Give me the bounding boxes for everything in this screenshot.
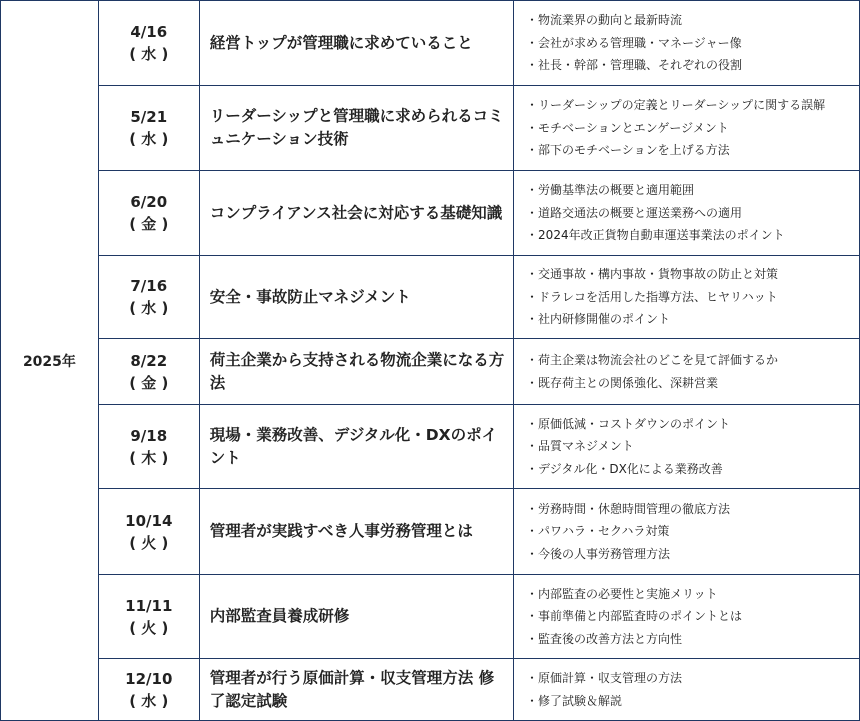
session-row [1,405,860,489]
session-date: 5/21 [130,108,168,126]
topic-item: ・内部監査の必要性と実施メリット [526,586,718,601]
session-row [1,339,860,405]
session-title: リーダーシップと管理職に求められるコミュニケーション技術 [199,86,513,171]
date-cell [98,339,199,405]
topics-cell [514,575,860,659]
topic-item: ・既存荷主との関係強化、深耕営業 [526,375,719,390]
topic-item: ・原価低減・コストダウンのポイント [526,416,731,431]
topic-item: ・今後の人事労務管理方法 [526,546,671,561]
date-cell [98,171,199,256]
session-date: 8/22 [130,351,168,370]
date-cell [98,256,199,339]
topic-item: ・ドラレコを活用した指導方法、ヒヤリハット [526,289,778,304]
session-day: ( 金 ) [129,215,169,233]
topic-item: ・監査後の改善方法と方向性 [526,631,683,646]
topics-cell [514,659,860,721]
session-date: 4/16 [130,23,168,41]
date-cell [98,1,199,86]
topic-item: ・デジタル化・DX化による業務改善 [526,461,723,476]
topic-item: ・労働基準法の概要と適用範囲 [526,183,695,198]
topics-cell [514,405,860,489]
session-row [1,1,860,86]
session-date: 12/10 [125,669,173,688]
session-title: 安全・事故防止マネジメント [199,256,513,339]
topic-item: ・荷主企業は物流会社のどこを見て評価するか [526,353,779,367]
session-date: 10/14 [125,511,173,530]
session-day: ( 木 ) [129,448,169,467]
session-day: ( 水 ) [129,130,169,148]
topic-item: ・物流業界の動向と最新時流 [526,13,683,28]
session-day: ( 水 ) [129,299,169,317]
topic-item: ・社内研修開催のポイント [526,312,671,327]
topic-item: ・リーダーシップの定義とリーダーシップに関する誤解 [526,98,826,113]
session-row [1,575,860,659]
topic-item: ・事前準備と内部監査時のポイントとは [526,609,743,624]
topics-cell [514,489,860,575]
session-title: 荷主企業から支持される物流企業になる方法 [199,339,513,405]
session-date: 6/20 [130,193,168,211]
topic-item: ・モチベーションとエンゲージメント [526,120,729,135]
session-row [1,171,860,256]
session-day: ( 水 ) [129,45,169,63]
session-title: 経営トップが管理職に求めていること [199,1,513,86]
topics-cell [514,86,860,171]
session-title: コンプライアンス社会に対応する基礎知識 [199,171,513,256]
topic-item: ・部下のモチベーションを上げる方法 [526,143,730,158]
topics-cell [514,256,860,339]
year-cell: 2025年 [1,1,99,721]
session-title: 内部監査員養成研修 [199,575,513,659]
topic-item: ・品質マネジメント [526,439,634,454]
session-date: 11/11 [125,596,173,615]
topic-item: ・原価計算・収支管理の方法 [526,671,683,685]
date-cell [98,489,199,575]
date-cell [98,86,199,171]
topic-item: ・労務時間・休憩時間管理の徹底方法 [526,501,731,516]
topics-cell [514,171,860,256]
session-title: 現場・業務改善、デジタル化・DXのポイント [199,405,513,489]
topics-cell [514,339,860,405]
session-row [1,489,860,575]
session-row [1,86,860,171]
session-date: 9/18 [130,426,168,445]
topics-cell [514,1,860,86]
session-day: ( 金 ) [129,373,169,392]
session-day: ( 火 ) [129,618,169,637]
session-day: ( 火 ) [129,533,169,552]
topic-item: ・道路交通法の概要と運送業務への適用 [526,205,743,220]
session-title: 管理者が行う原価計算・収支管理方法 修了認定試験 [199,659,513,721]
topic-item: ・パワハラ・セクハラ対策 [526,524,670,539]
session-title: 管理者が実践すべき人事労務管理とは [199,489,513,575]
topic-item: ・会社が求める管理職・マネージャー像 [526,35,742,50]
session-row [1,256,860,339]
session-row [1,659,860,721]
date-cell [98,659,199,721]
session-day: ( 水 ) [129,691,169,710]
topic-item: ・交通事故・構内事故・貨物事故の防止と対策 [526,267,779,282]
topic-item: ・2024年改正貨物自動車運送事業法のポイント [526,228,785,243]
schedule-body [1,1,860,721]
topic-item: ・修了試験＆解説 [526,693,623,708]
topic-item: ・社長・幹部・管理職、それぞれの役割 [526,58,743,73]
date-cell [98,575,199,659]
session-date: 7/16 [130,277,168,295]
date-cell [98,405,199,489]
